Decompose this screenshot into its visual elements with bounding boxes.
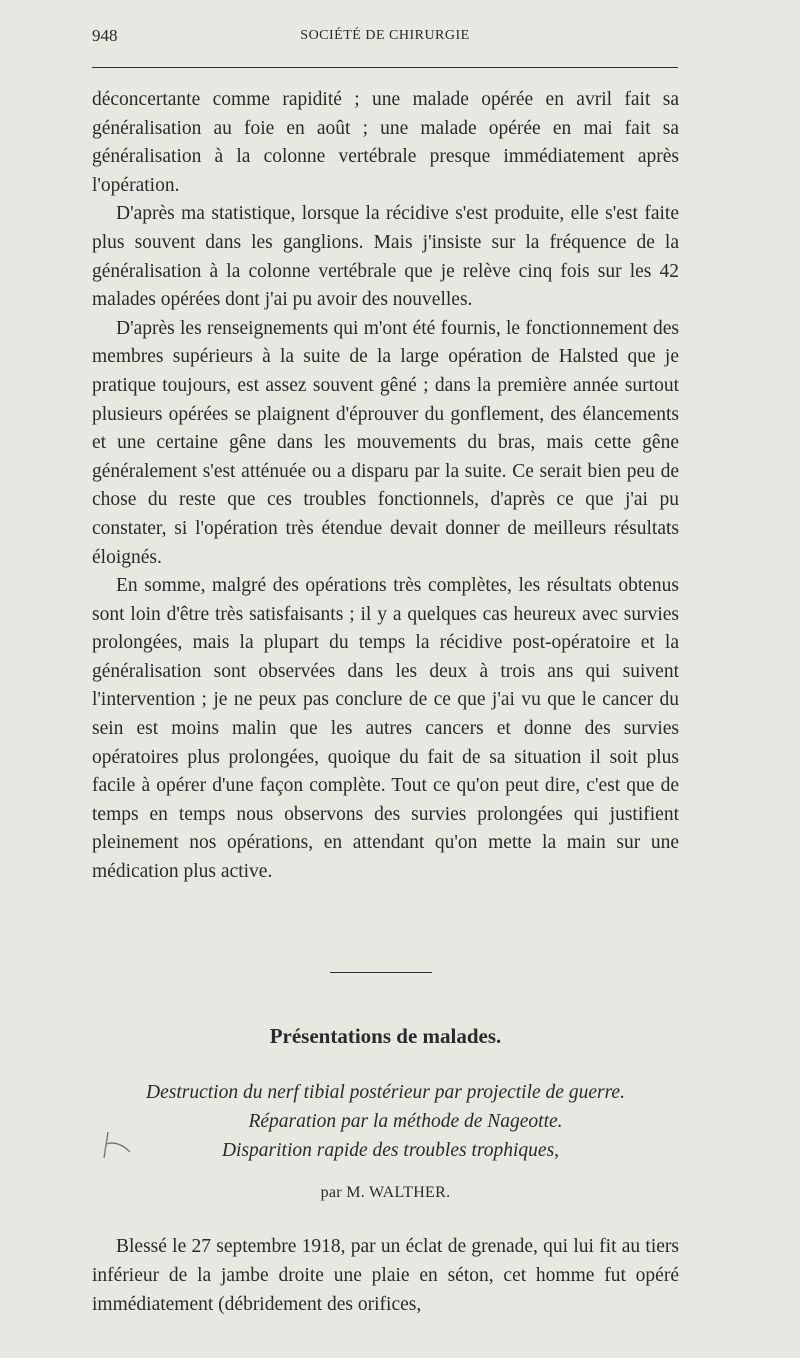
paragraph: D'après ma statistique, lorsque la récidive s'est produite, elle s'est faite plus souvent dans les ganglions. Mais j'insiste sur la fréquence de la généralisation à la colonne vertébrale que je relève cinq fois sur les 42 malades opérées dont j'ai pu avoir des nouvelles. [92, 203, 679, 311]
handwritten-mark-icon [98, 1128, 134, 1162]
page-number: 948 [92, 26, 118, 45]
subtitle-line: Destruction du nerf tibial postérieur par projectile de guerre. [146, 1082, 625, 1103]
paragraph: Blessé le 27 septembre 1918, par un éclat de grenade, qui lui fit au tiers inférieur de la jambe droite une plaie en séton, cet homme fut opéré immédiatement (débridement des orifices, [92, 1236, 679, 1315]
subtitle-line: Réparation par la méthode de Nageotte. [248, 1111, 563, 1132]
paragraph: D'après les renseignements qui m'ont été fournis, le fonctionnement des membres supérieurs à la suite de la large opération de Halsted que je pratique toujours, est assez souvent gêné ; dans la première année surtout plusieurs opérées se plaignent d'éprouver du gonflement, des élancements et une certaine gêne dans les mouvements du bras, mais cette gêne généralement s'est atténuée ou a disparu par la suite. Ce serait bien peu de chose du reste que ces troubles fonctionnels, d'après ce que j'ai pu constater, si l'opération très étendue devait donner de meilleurs résultats éloignés. [92, 317, 679, 568]
header-rule [92, 67, 678, 68]
article-text [92, 1232, 679, 1319]
author-byline: par M. WALTHER. [320, 1184, 451, 1201]
section-title: Présentations de malades. [269, 1024, 502, 1048]
article-subtitle [92, 1078, 679, 1165]
section-separator [330, 972, 432, 973]
paragraph: déconcertante comme rapidité ; une malade opérée en avril fait sa généralisation au foie en août ; une malade opérée en mai fait sa généralisation à la colonne vertébrale presque immédiatement après l'opération. [92, 89, 679, 196]
paragraph: En somme, malgré des opérations très complètes, les résultats obtenus sont loin d'être très satisfaisants ; il y a quelques cas heureux avec survies prolongées, mais la plupart du temps la récidive post-opératoire et la généralisation sont observées dans les deux à trois ans qui suivent l'intervention ; je ne peux pas conclure de ce que j'ai vu que le cancer du sein est moins malin que les autres cancers et donne des survies opératoires plus prolongées, quoique du fait de sa situation il soit plus facile à opérer d'une façon complète. Tout ce qu'on peut dire, c'est que de temps en temps nous observons des survies prolongées qui justifient pleinement nos opérations, en attendant qu'on mette la main sur une médication plus active. [92, 575, 679, 883]
page-header [92, 26, 678, 56]
running-title: SOCIÉTÉ DE CHIRURGIE [300, 28, 470, 43]
subtitle-line: Disparition rapide des troubles trophiques, [221, 1140, 560, 1161]
main-text [92, 86, 679, 887]
